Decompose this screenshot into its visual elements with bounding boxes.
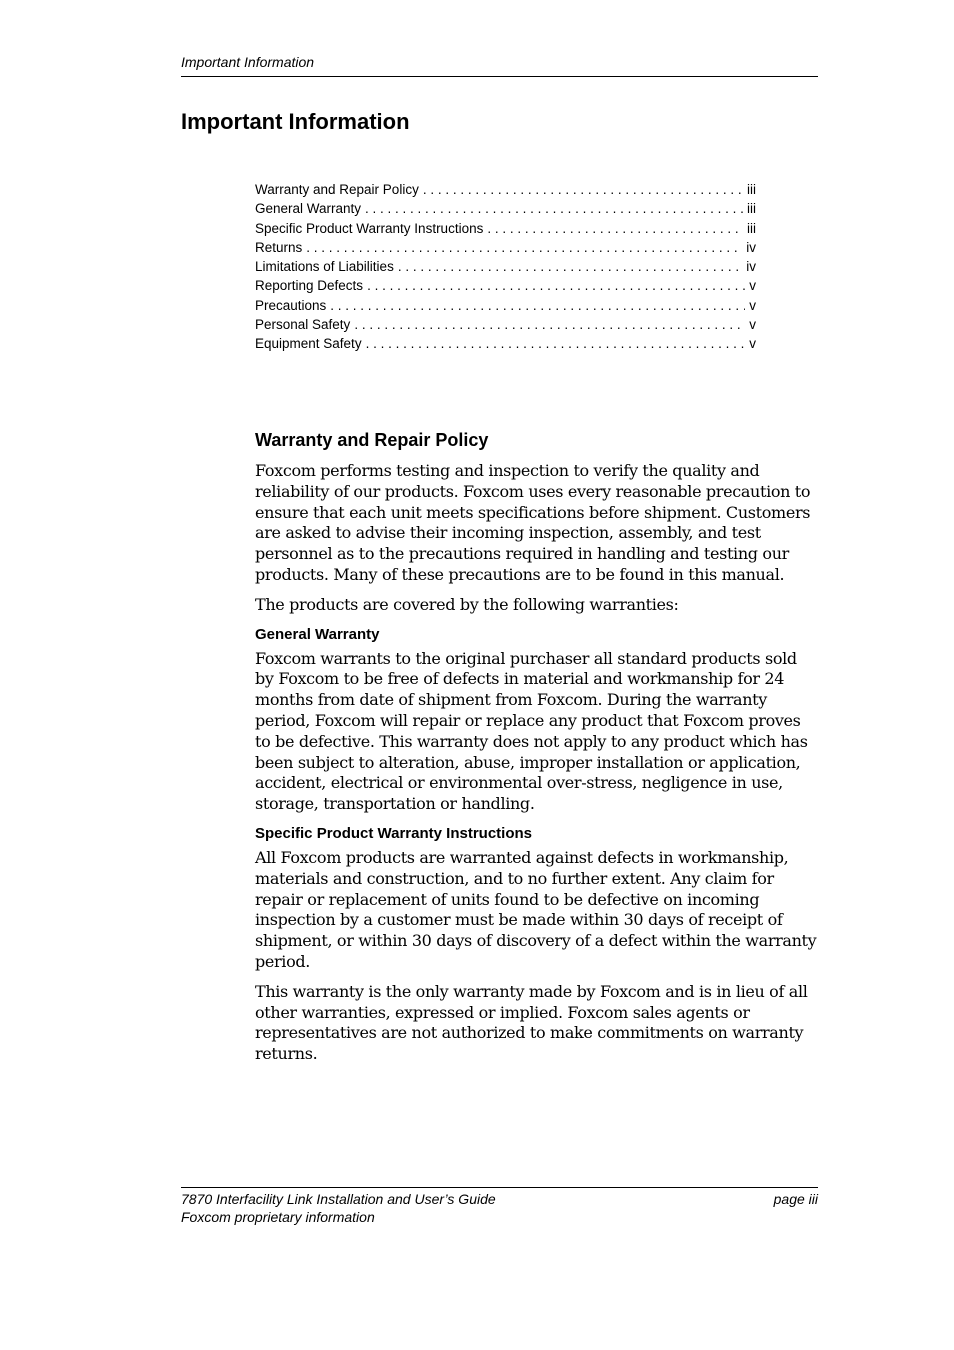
toc-entry-page: iii: [747, 201, 756, 217]
subsection-heading-specific-warranty: Specific Product Warranty Instructions: [255, 824, 532, 842]
toc-entry-label: Limitations of Liabilities: [255, 259, 394, 275]
main-content: [255, 428, 820, 1074]
toc-entry[interactable]: [255, 296, 756, 315]
toc-leader-dots: [330, 296, 745, 315]
toc-leader-dots: [487, 219, 743, 238]
body-paragraph: This warranty is the only warranty made by Foxcom and is in lieu of all other warranties, expressed or implied. Foxcom sales agents or representatives are not authorized to make commitments on warranty returns.: [255, 981, 808, 1064]
toc-entry-page: v: [749, 297, 756, 313]
toc-entry-label: Specific Product Warranty Instructions: [255, 220, 484, 236]
toc-leader-dots: [367, 276, 745, 295]
body-paragraph: All Foxcom products are warranted against defects in workmanship, materials and construction, and to no further extent. Any claim for repair or replacement of units found to be defective on incoming inspection by a customer must be made within 30 days of receipt of shipment, or within 30 days of discovery of a defect within the warranty period.: [255, 847, 817, 971]
toc-entry-page: iii: [747, 220, 756, 236]
page-footer: [181, 1187, 818, 1226]
toc-entry-page: v: [749, 336, 756, 352]
subsection-heading-general-warranty: General Warranty: [255, 625, 380, 643]
toc-entry[interactable]: [255, 334, 756, 353]
toc-entry-page: v: [749, 278, 756, 294]
body-paragraph: Foxcom performs testing and inspection to verify the quality and reliability of our products. Foxcom uses every reasonable precaution to ensure that each unit meets specifications before shipment. Customers are asked to advise their incoming inspection, assembly, and test personnel as to the precautions required in handling and testing our products. Many of these precautions are to be found in this manual.: [255, 461, 811, 584]
toc-leader-dots: [306, 238, 742, 257]
toc-leader-dots: [354, 315, 745, 334]
section-heading: Warranty and Repair Policy: [255, 430, 489, 450]
toc-entry-page: iii: [747, 182, 756, 197]
toc-entry-label: Personal Safety: [255, 317, 351, 333]
footer-page-number: page iii: [773, 1191, 818, 1207]
toc-entry[interactable]: [255, 199, 756, 218]
toc-entry[interactable]: [255, 276, 756, 295]
toc-leader-dots: [366, 334, 746, 353]
running-title: Important Information: [181, 54, 315, 70]
body-paragraph: The products are covered by the following warranties:: [255, 594, 679, 614]
toc-entry-label: Precautions: [255, 297, 327, 313]
toc-entry-label: General Warranty: [255, 201, 362, 217]
toc-entry[interactable]: [255, 238, 756, 257]
page-header: [181, 54, 818, 77]
body-paragraph: Foxcom warrants to the original purchaser all standard products sold by Foxcom to be free of defects in material and workmanship for 24 months from date of shipment from Foxcom. During the warranty period, Foxcom will repair or replace any product that Foxcom proves to be defective. This warranty does not apply to any product which has been subject to alteration, abuse, improper installation or application, accident, electrical or environmental over-stress, negligence in use, storage, transportation or handling.: [255, 648, 808, 814]
toc-entry-label: Warranty and Repair Policy: [255, 182, 419, 197]
toc-entry-page: iv: [746, 239, 756, 255]
footer-row: [181, 1190, 818, 1208]
toc-entry[interactable]: [255, 180, 756, 199]
page-title: Important Information: [181, 109, 410, 134]
table-of-contents: [255, 180, 756, 354]
toc-entry-label: Reporting Defects: [255, 278, 364, 294]
toc-leader-dots: [423, 180, 743, 199]
toc-entry[interactable]: [255, 315, 756, 334]
toc-entry-page: iv: [746, 259, 756, 275]
toc-entry-label: Returns: [255, 239, 303, 255]
toc-leader-dots: [398, 257, 742, 276]
toc-entry-label: Equipment Safety: [255, 336, 362, 352]
toc-entry-page: v: [749, 317, 756, 333]
toc-leader-dots: [365, 199, 743, 218]
toc-entry[interactable]: [255, 219, 756, 238]
toc-entry[interactable]: [255, 257, 756, 276]
footer-notice: Foxcom proprietary information: [181, 1209, 375, 1225]
footer-guide-title: 7870 Interfacility Link Installation and User’s Guide: [181, 1191, 496, 1207]
